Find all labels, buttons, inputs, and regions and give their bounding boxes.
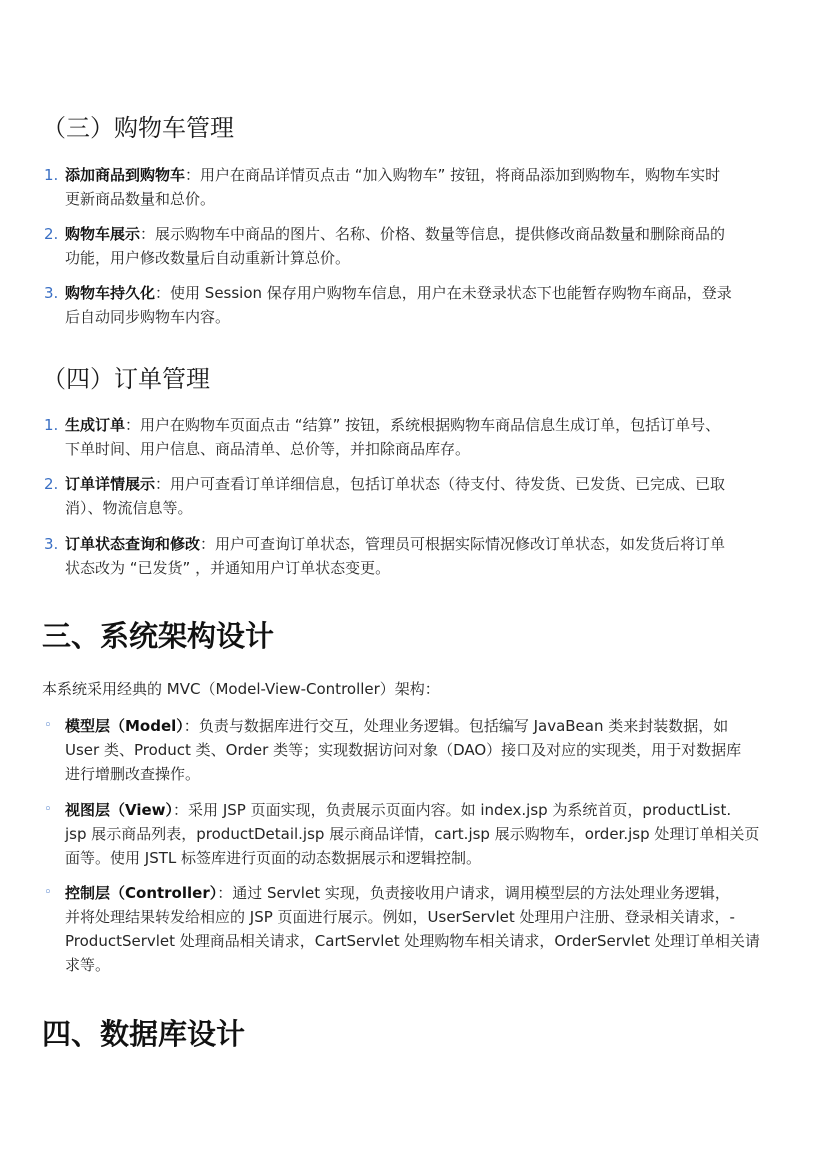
item-text: 通过 Servlet 实现，负责接收用户请求，调用模型层的方法处理业务逻辑，	[232, 884, 730, 902]
list-item	[44, 413, 814, 461]
list-item-line	[65, 714, 814, 738]
item-text: 求等。	[65, 956, 111, 974]
list-number: 3.	[44, 535, 59, 553]
list-item	[44, 881, 814, 977]
list-item-line	[65, 413, 814, 437]
item-text: 用户在商品详情页点击 “加入购物车” 按钮，将商品添加到购物车，购物车实时	[200, 166, 721, 184]
list-number: 3.	[44, 284, 59, 302]
item-text: 并将处理结果转发给相应的 JSP 页面进行展示。例如，UserServlet 处理用户注册、登录相关请求，-	[65, 908, 735, 926]
item-term: 模型层（Model）	[65, 717, 184, 735]
list-item-content	[65, 281, 814, 329]
list-item-content	[65, 532, 814, 580]
list-item-content	[65, 472, 814, 520]
item-term: 添加商品到购物车	[65, 166, 186, 184]
item-separator: ：	[125, 416, 141, 434]
item-separator: ：	[217, 884, 233, 902]
list-number: 2.	[44, 225, 59, 243]
item-text: 负责与数据库进行交互，处理业务逻辑。包括编写 JavaBean 类来封装数据，如	[198, 717, 729, 735]
list-item-content	[65, 163, 814, 211]
list-item-line	[65, 222, 814, 246]
item-term: 订单状态查询和修改	[65, 535, 201, 553]
item-term: 生成订单	[65, 416, 126, 434]
list-item-content	[65, 798, 814, 870]
item-text: 功能，用户修改数量后自动重新计算总价。	[65, 249, 351, 267]
list-item-line	[65, 281, 814, 305]
item-text: 用户在购物车页面点击 “结算” 按钮，系统根据购物车商品信息生成订单，包括订单号、	[140, 416, 721, 434]
item-term: 购物车持久化	[65, 284, 156, 302]
item-separator: ：	[183, 717, 199, 735]
list-number: 2.	[44, 475, 59, 493]
list-item	[44, 714, 814, 786]
item-term: 视图层（View）	[65, 801, 174, 819]
bullet-icon: ◦	[44, 802, 52, 817]
item-text: 采用 JSP 页面实现，负责展示页面内容。如 index.jsp 为系统首页，productList.	[188, 801, 732, 819]
list-item	[44, 798, 814, 870]
list-item	[44, 281, 814, 329]
section-heading-database: 四、数据库设计	[42, 1017, 246, 1051]
section-heading-cart: （三）购物车管理	[42, 114, 234, 142]
item-separator: ：	[173, 801, 189, 819]
list-item-content	[65, 714, 814, 786]
item-separator: ：	[140, 225, 156, 243]
item-separator: ：	[155, 284, 171, 302]
item-text: 更新商品数量和总价。	[65, 190, 216, 208]
item-text: 下单时间、用户信息、商品清单、总价等，并扣除商品库存。	[65, 440, 471, 458]
bullet-icon: ◦	[44, 718, 52, 733]
item-term: 控制层（Controller）	[65, 884, 218, 902]
item-term: 订单详情展示	[65, 475, 156, 493]
item-separator: ：	[200, 535, 216, 553]
item-text: User 类、Product 类、Order 类等；实现数据访问对象（DAO）接口及对应的实现类，用于对数据库	[65, 741, 742, 759]
list-item	[44, 163, 814, 211]
item-text: 面等。使用 JSTL 标签库进行页面的动态数据展示和逻辑控制。	[65, 849, 482, 867]
list-item-line	[65, 532, 814, 556]
item-text: 使用 Session 保存用户购物车信息，用户在未登录状态下也能暂存购物车商品，登录	[170, 284, 732, 302]
list-item-line	[65, 798, 814, 822]
list-item	[44, 222, 814, 270]
list-item-line	[65, 881, 814, 905]
list-item-line	[65, 163, 814, 187]
list-item-content	[65, 881, 814, 977]
item-separator: ：	[155, 475, 171, 493]
item-text: 用户可查询订单状态，管理员可根据实际情况修改订单状态，如发货后将订单	[215, 535, 726, 553]
list-item-content	[65, 413, 814, 461]
item-text: 用户可查看订单详细信息，包括订单状态（待支付、待发货、已发货、已完成、已取	[170, 475, 726, 493]
list-item	[44, 472, 814, 520]
item-text: 展示购物车中商品的图片、名称、价格、数量等信息，提供修改商品数量和删除商品的	[155, 225, 726, 243]
list-number: 1.	[44, 166, 59, 184]
list-item-content	[65, 222, 814, 270]
list-number: 1.	[44, 416, 59, 434]
item-text: 消）、物流信息等。	[65, 499, 193, 517]
list-item-line	[65, 472, 814, 496]
bullet-icon: ◦	[44, 885, 52, 900]
item-text: 状态改为 “已发货” ，并通知用户订单状态变更。	[65, 559, 391, 577]
section-heading-architecture: 三、系统架构设计	[42, 619, 275, 653]
item-text: 进行增删改查操作。	[65, 765, 201, 783]
architecture-intro: 本系统采用经典的 MVC（Model-View-Controller）架构：	[42, 680, 440, 698]
item-term: 购物车展示	[65, 225, 141, 243]
item-text: ProductServlet 处理商品相关请求，CartServlet 处理购物车相关请求，OrderServlet 处理订单相关请	[65, 932, 760, 950]
list-item	[44, 532, 814, 580]
item-separator: ：	[185, 166, 201, 184]
item-text: jsp 展示商品列表，productDetail.jsp 展示商品详情，cart.jsp 展示购物车，order.jsp 处理订单相关页	[65, 825, 760, 843]
section-heading-order: （四）订单管理	[42, 365, 210, 393]
item-text: 后自动同步购物车内容。	[65, 308, 231, 326]
